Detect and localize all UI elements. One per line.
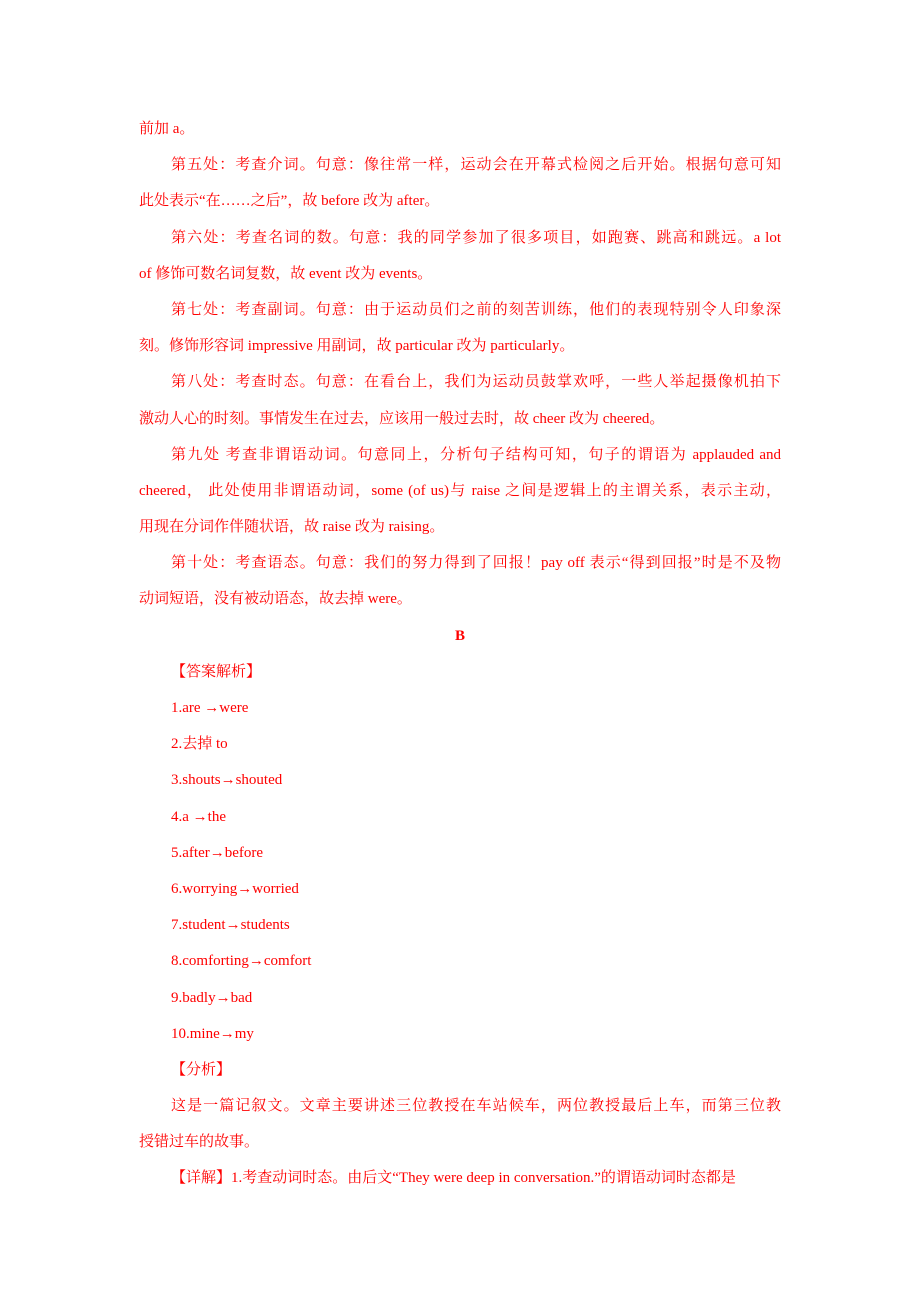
paragraph	[139, 147, 781, 219]
text-line: 第十处：考查语态。句意：我们的努力得到了回报！pay off 表示“得到回报”时是不及物	[171, 555, 781, 572]
text-line: 用现在分词作伴随状语，故 raise 改为 raising。	[139, 519, 445, 536]
text-line: 8.comforting→comfort	[171, 953, 312, 970]
text-line: 动词短语，没有被动语态，故去掉 were。	[139, 591, 412, 608]
text-line: 6.worrying→worried	[171, 880, 299, 897]
text-line: B	[454, 627, 465, 644]
text-line: 第六处：考查名词的数。句意：我的同学参加了很多项目，如跑赛、跳高和跳远。a lot	[171, 229, 781, 246]
text-line: 前加 a。	[139, 121, 195, 137]
text-line: 2.去掉 to	[171, 736, 228, 753]
document-page	[139, 111, 781, 1197]
paragraph	[139, 654, 781, 690]
section-heading	[139, 618, 781, 654]
paragraph	[139, 111, 781, 147]
text-line: 3.shouts→shouted	[171, 772, 283, 789]
text-line: 第九处 考查非谓语动词。句意同上，分析句子结构可知，句子的谓语为 applauded and	[171, 446, 781, 463]
paragraph	[139, 1160, 781, 1196]
text-line: 第五处：考查介词。句意：像往常一样，运动会在开幕式检阅之后开始。根据句意可知	[171, 157, 781, 174]
text-line: 1.are →were	[171, 700, 249, 716]
text-line: 激动人心的时刻。事情发生在过去，应该用一般过去时，故 cheer 改为 cheered。	[139, 410, 665, 427]
text-line: 10.mine→my	[171, 1025, 254, 1042]
text-line: 【答案解析】	[171, 663, 262, 680]
paragraph	[139, 980, 781, 1016]
text-line: of 修饰可数名词复数，故 event 改为 events。	[139, 265, 433, 282]
text-line: 刻。修饰形容词 impressive 用副词，故 particular 改为 particularly。	[139, 338, 575, 355]
paragraph	[139, 437, 781, 546]
paragraph	[139, 871, 781, 907]
paragraph	[139, 1088, 781, 1160]
text-line: 这是一篇记叙文。文章主要讲述三位教授在车站候车，两位教授最后上车，而第三位教	[171, 1098, 781, 1115]
paragraph	[139, 907, 781, 943]
paragraph	[139, 943, 781, 979]
paragraph	[139, 1052, 781, 1088]
paragraph	[139, 690, 781, 726]
paragraph	[139, 1016, 781, 1052]
text-line: 4.a →the	[171, 808, 226, 825]
text-line: 7.student→students	[171, 917, 290, 934]
text-line: cheered， 此处使用非谓语动词，some (of us)与 raise 之间是逻辑上的主谓关系，表示主动，	[139, 482, 781, 499]
paragraph	[139, 835, 781, 871]
paragraph	[139, 726, 781, 762]
text-line: 9.badly→bad	[171, 989, 253, 1006]
text-line: 授错过车的故事。	[139, 1134, 260, 1151]
paragraph	[139, 292, 781, 364]
text-line: 5.after→before	[171, 844, 264, 861]
text-line: 【分析】	[171, 1061, 232, 1078]
paragraph	[139, 799, 781, 835]
text-line: 第七处：考查副词。句意：由于运动员们之前的刻苦训练，他们的表现特别令人印象深	[171, 301, 781, 318]
paragraph	[139, 762, 781, 798]
paragraph	[139, 220, 781, 292]
paragraph	[139, 545, 781, 617]
paragraph	[139, 364, 781, 436]
text-line: 【详解】1.考查动词时态。由后文“They were deep in conversation.”的谓语动词时态都是	[171, 1170, 736, 1187]
text-line: 第八处：考查时态。句意：在看台上，我们为运动员鼓掌欢呼，一些人举起摄像机拍下	[171, 374, 781, 391]
text-line: 此处表示“在……之后”，故 before 改为 after。	[139, 193, 440, 210]
